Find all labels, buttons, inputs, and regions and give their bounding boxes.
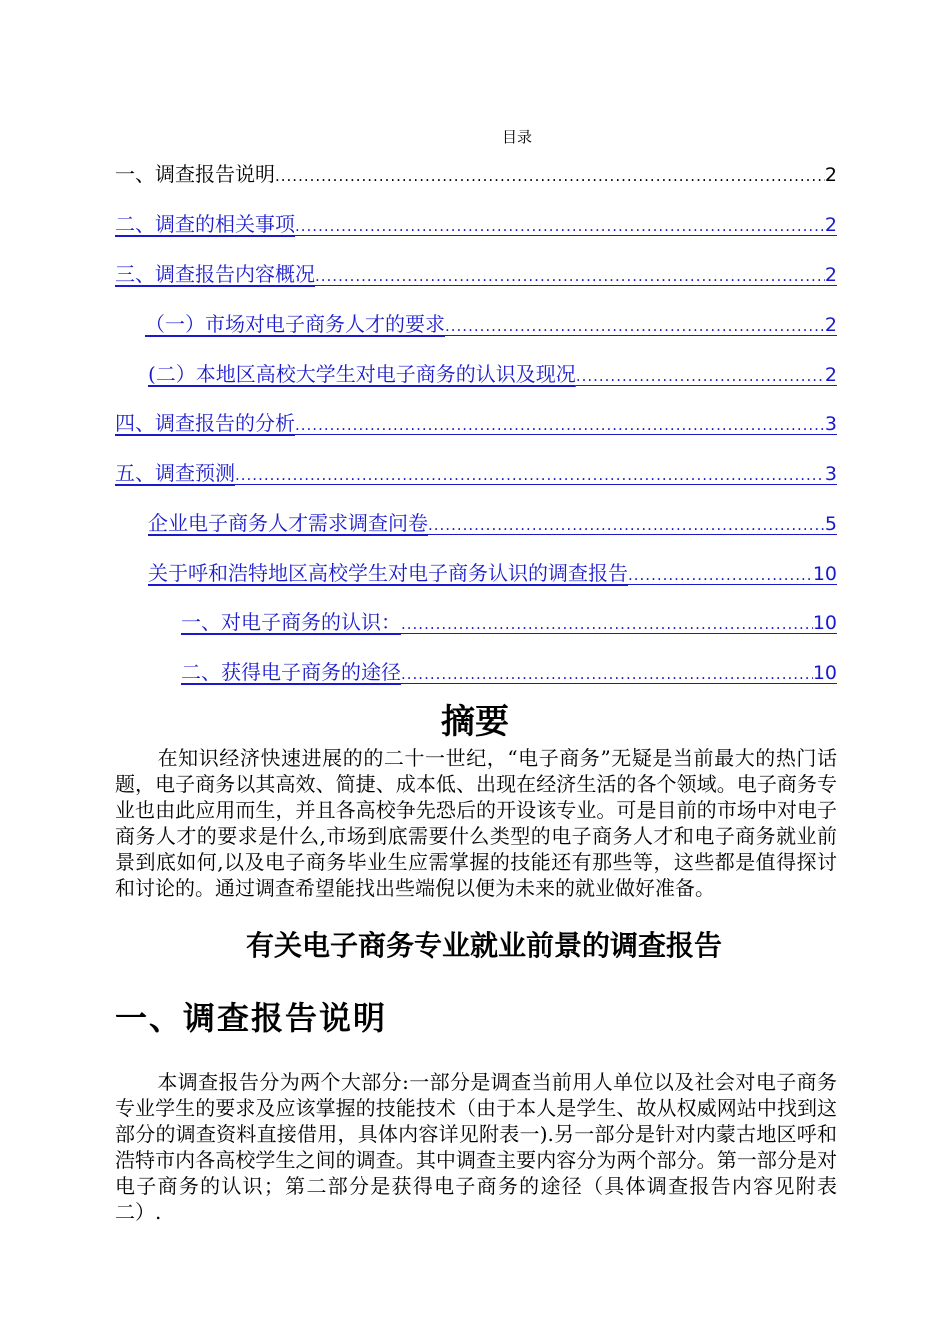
toc-link[interactable] [181,657,837,687]
toc-entry-title[interactable]: 四、调查报告的分析 [115,411,295,435]
toc-link[interactable] [148,558,837,588]
toc-entry-page[interactable]: 10 [812,563,837,585]
toc-leader-dots [401,659,813,687]
toc-leader-dots [295,211,825,239]
toc-entry-title[interactable]: 五、调查预测 [115,461,235,485]
toc-leader-dots [275,161,825,189]
toc-entry-page[interactable]: 3 [824,463,837,485]
report-title: 有关电子商务专业就业前景的调查报告 [245,929,722,962]
section-paragraph [115,1069,837,1225]
toc-entry-title[interactable]: 二、调查的相关事项 [115,212,295,236]
toc-heading: 目录 [501,128,532,146]
toc-leader-dots [401,609,813,637]
toc-entry-title: 一、调查报告说明 [115,162,275,186]
abstract-heading: 摘要 [441,702,509,742]
toc-leader-dots [428,510,825,538]
toc-entry-page: 2 [824,164,837,186]
toc-entry-page[interactable]: 5 [824,513,837,535]
toc-link[interactable] [115,408,837,438]
toc-leader-dots [628,560,813,588]
abstract-paragraph [115,745,837,901]
toc-entry-page[interactable]: 2 [824,214,837,236]
toc-entry-page[interactable]: 10 [812,662,837,684]
toc-link[interactable] [115,209,837,239]
toc-leader-dots [235,460,825,488]
toc-entry-page[interactable]: 3 [824,413,837,435]
toc-entry-title[interactable]: (二）本地区高校大学生对电子商务的认识及现况 [148,362,576,386]
toc-link[interactable] [145,309,837,339]
toc-entry-page[interactable]: 2 [824,264,837,286]
toc-entry-page[interactable]: 10 [812,612,837,634]
toc-leader-dots [445,311,825,339]
toc-entry-title[interactable]: （一）市场对电子商务人才的要求 [145,312,445,336]
toc-link[interactable] [148,508,837,538]
toc-entry-title[interactable]: 一、对电子商务的认识： [181,610,401,634]
toc-entry-title[interactable]: 关于呼和浩特地区高校学生对电子商务认识的调查报告 [148,561,628,585]
toc-leader-dots [315,261,825,289]
toc-leader-dots [295,410,825,438]
toc-link[interactable] [115,458,837,488]
toc-entry-page[interactable]: 2 [824,364,837,386]
section-text: 本调查报告分为两个大部分:一部分是调查当前用人单位以及社会对电子商务专业学生的要求及应该掌握的技能技术（由于本人是学生、故从权威网站中找到这部分的调查资料直接借用，具体内容详见附表一).另一部分是针对内蒙古地区呼和浩特市内各高校学生之间的调查。其中调查主要内容分为两个部分。第一部分是对电子商务的认识；第二部分是获得电子商务的途径（具体调查报告内容见附表二）. [115,1070,837,1224]
toc-link[interactable] [115,259,837,289]
toc-entry-title[interactable]: 二、获得电子商务的途径 [181,660,401,684]
toc-entry-title[interactable]: 企业电子商务人才需求调查问卷 [148,511,428,535]
toc-entry-page[interactable]: 2 [824,314,837,336]
toc-entry-title[interactable]: 三、调查报告内容概况 [115,262,315,286]
toc-link[interactable] [181,607,837,637]
toc-leader-dots [576,361,825,389]
toc-link[interactable] [148,359,837,389]
abstract-text: 在知识经济快速进展的的二十一世纪，“电子商务”无疑是当前最大的热门话题，电子商务以其高效、简捷、成本低、出现在经济生活的各个领域。电子商务专业也由此应用而生，并且各高校争先恐后的开设该专业。可是目前的市场中对电子商务人才的要求是什么,市场到底需要什么类型的电子商务人才和电子商务就业前景到底如何,以及电子商务毕业生应需掌握的技能还有那些等，这些都是值得探讨和讨论的。通过调查希望能找出些端倪以便为未来的就业做好准备。 [115,746,837,900]
toc-entry [115,159,837,189]
section-heading: 一、调查报告说明 [115,999,388,1037]
